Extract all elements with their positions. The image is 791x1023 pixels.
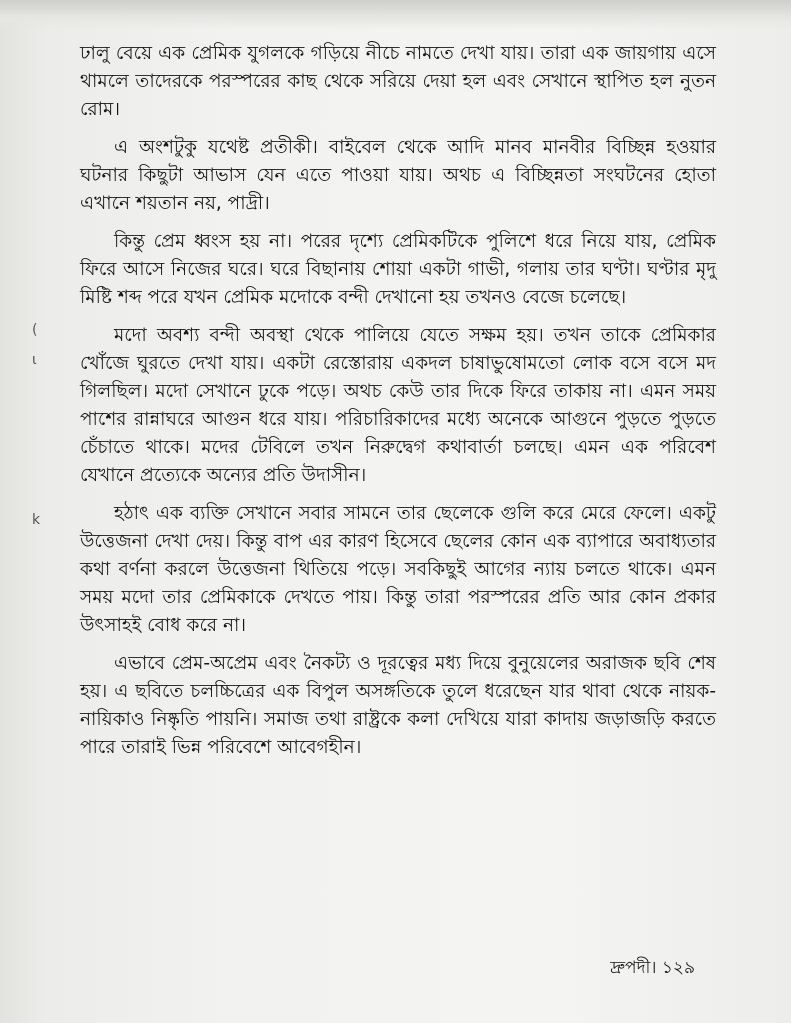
paragraph: ঢালু বেয়ে এক প্রেমিক যুগলকে গড়িয়ে নীচে নামতে দেখা যায়। তারা এক জায়গায় এসে থামলে তাদেরকে পরস্পরের কাছ থেকে সরিয়ে দেয়া হল এবং সেখানে স্থাপিত হল নুতন রোম। (80, 43, 716, 120)
margin-mark: k (32, 512, 41, 528)
body-text (80, 40, 716, 772)
paragraph: মদো অবশ্য বন্দী অবস্থা থেকে পালিয়ে যেতে সক্ষম হয়। তখন তাকে প্রেমিকার খোঁজে ঘুরতে দেখা যায়। একটা রেস্তোরায় একদল চাষাভুষোমতো লোক বসে বসে মদ গিলছিল। মদো সেখানে ঢুকে পড়ে। অথচ কেউ তার দিকে ফিরে তাকায় না। এমন সময় পাশের রান্নাঘরে আগুন ধরে যায়। পরিচারিকাদের মধ্যে অনেকে আগুনে পুড়তে পুড়তে চেঁচাতে থাকে। মদের টেবিলে তখন নিরুদ্বেগ কথাবার্তা চলছে। এমন এক পরিবেশ যেখানে প্রত্যেকে অন্যের প্রতি উদাসীন। (80, 325, 716, 486)
paragraph: হঠাৎ এক ব্যক্তি সেখানে সবার সামনে তার ছেলেকে গুলি করে মেরে ফেলে। একটু উত্তেজনা দেখা দেয়। কিন্তু বাপ এর কারণ হিসেবে ছেলের কোন এক ব্যাপারে অবাধ্যতার কথা বর্ণনা করলে উত্তেজনা থিতিয়ে পড়ে। সবকিছুই আগের ন্যায় চলতে থাকে। এমন সময় মদো তার প্রেমিকাকে দেখতে পায়। কিন্তু তারা পরস্পরের প্রতি আর কোন প্রকার উৎসাহই বোধ করে না। (80, 503, 716, 636)
paragraph: এ অংশটুকু যথেষ্ট প্রতীকী। বাইবেল থেকে আদি মানব মানবীর বিচ্ছিন্ন হওয়ার ঘটনার কিছুটা আভাস যেন এতে পাওয়া যায়। অথচ এ বিচ্ছিন্নতা সংঘটনের হোতা এখানে শয়তান নয়, পাদ্রী। (80, 137, 716, 214)
margin-mark: ɩ (32, 352, 37, 368)
page-top-shadow (0, 0, 791, 30)
paragraph: এভাবে প্রেম-অপ্রেম এবং নৈকট্য ও দূরত্বের মধ্য দিয়ে বুনুয়েলের অরাজক ছবি শেষ হয়। এ ছবিতে চলচ্চিত্রের এক বিপুল অসঙ্গতিকে তুলে ধরেছেন যার থাবা থেকে নায়ক-নায়িকাও নিষ্কৃতি পায়নি। সমাজ তথা রাষ্ট্রকে কলা দেখিয়ে যারা কাদায় জড়াজড়ি করতে পারে তারাই ভিন্ন পরিবেশে আবেগহীন। (80, 653, 716, 758)
margin-mark: ( (32, 322, 38, 338)
paragraph: কিন্তু প্রেম ধ্বংস হয় না। পরের দৃশ্যে প্রেমিকটিকে পুলিশে ধরে নিয়ে যায়, প্রেমিক ফিরে আসে নিজের ঘরে। ঘরে বিছানায় শোয়া একটা গাভী, গলায় তার ঘণ্টা। ঘণ্টার মৃদু মিষ্টি শব্দ পরে যখন প্রেমিক মদোকে বন্দী দেখানো হয় তখনও বেজে চলেছে। (80, 231, 716, 308)
page-footer: দ্রুপদী। ১২৯ (610, 958, 695, 978)
